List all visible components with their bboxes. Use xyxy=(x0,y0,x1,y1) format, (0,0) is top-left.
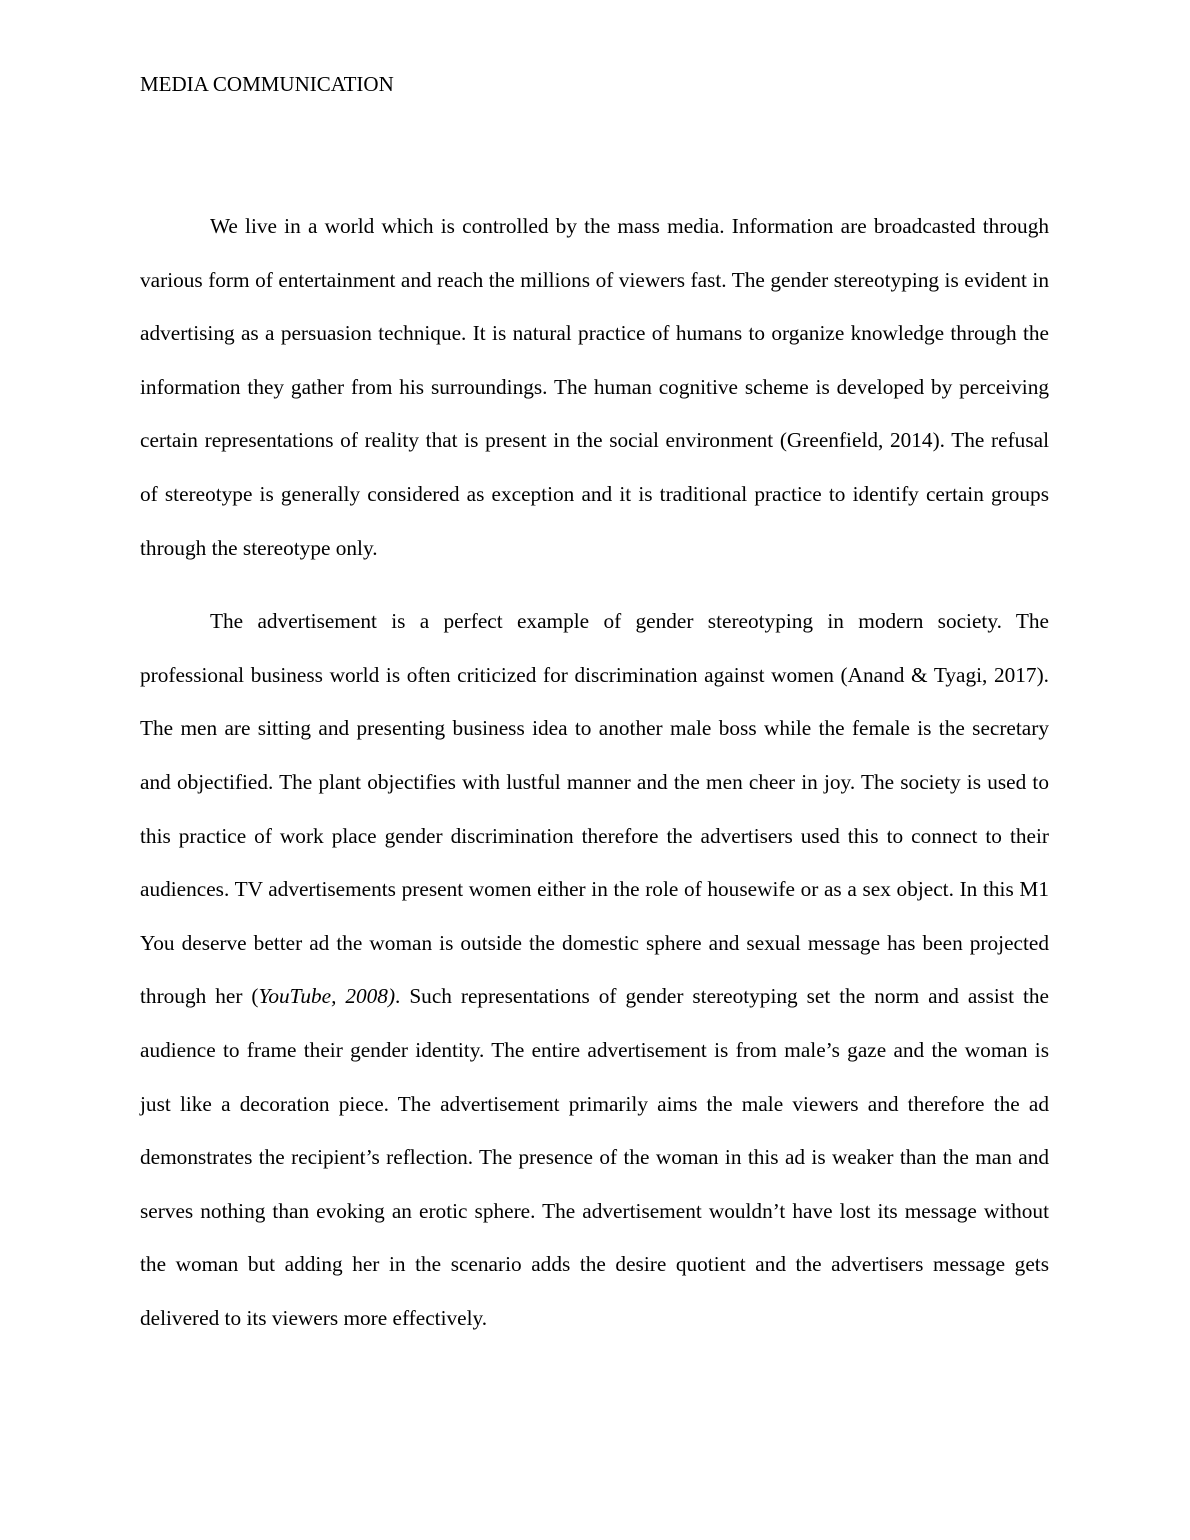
youtube-citation: YouTube, 2008) xyxy=(258,984,396,1009)
paragraph-2-part-1: The advertisement is a perfect example of gender stereotyping in modern society. The professional business world is often criticized for discrimination against women (Anand & Tyagi, 2017). The men are sitting and presenting business idea to another male boss while the female is the secretary and objectified. The plant objectifies with lustful manner and the men cheer in joy. The society is used to this practice of work place gender discrimination therefore the advertisers used this to connect to their audiences. TV advertisements present women either in the role of housewife or as a sex object. In this M1 You deserve better ad the woman is outside the domestic sphere and sexual message has been projected through her ( xyxy=(140,609,1049,1009)
paragraph-2 xyxy=(140,595,1049,1345)
body-text xyxy=(140,200,1049,1345)
running-head: MEDIA COMMUNICATION xyxy=(140,72,394,96)
paragraph-1: We live in a world which is controlled by the mass media. Information are broadcasted through various form of entertainment and reach the millions of viewers fast. The gender stereotyping is evident in advertising as a persuasion technique. It is natural practice of humans to organize knowledge through the information they gather from his surroundings. The human cognitive scheme is developed by perceiving certain representations of reality that is present in the social environment (Greenfield, 2014). The refusal of stereotype is generally considered as exception and it is traditional practice to identify certain groups through the stereotype only. xyxy=(140,214,1049,560)
paragraph-2-part-2: . Such representations of gender stereotyping set the norm and assist the audience to frame their gender identity. The entire advertisement is from male’s gaze and the woman is just like a decoration piece. The advertisement primarily aims the male viewers and therefore the ad demonstrates the recipient’s reflection. The presence of the woman in this ad is weaker than the man and serves nothing than evoking an erotic sphere. The advertisement wouldn’t have lost its message without the woman but adding her in the scenario adds the desire quotient and the advertisers message gets delivered to its viewers more effectively. xyxy=(140,984,1049,1330)
